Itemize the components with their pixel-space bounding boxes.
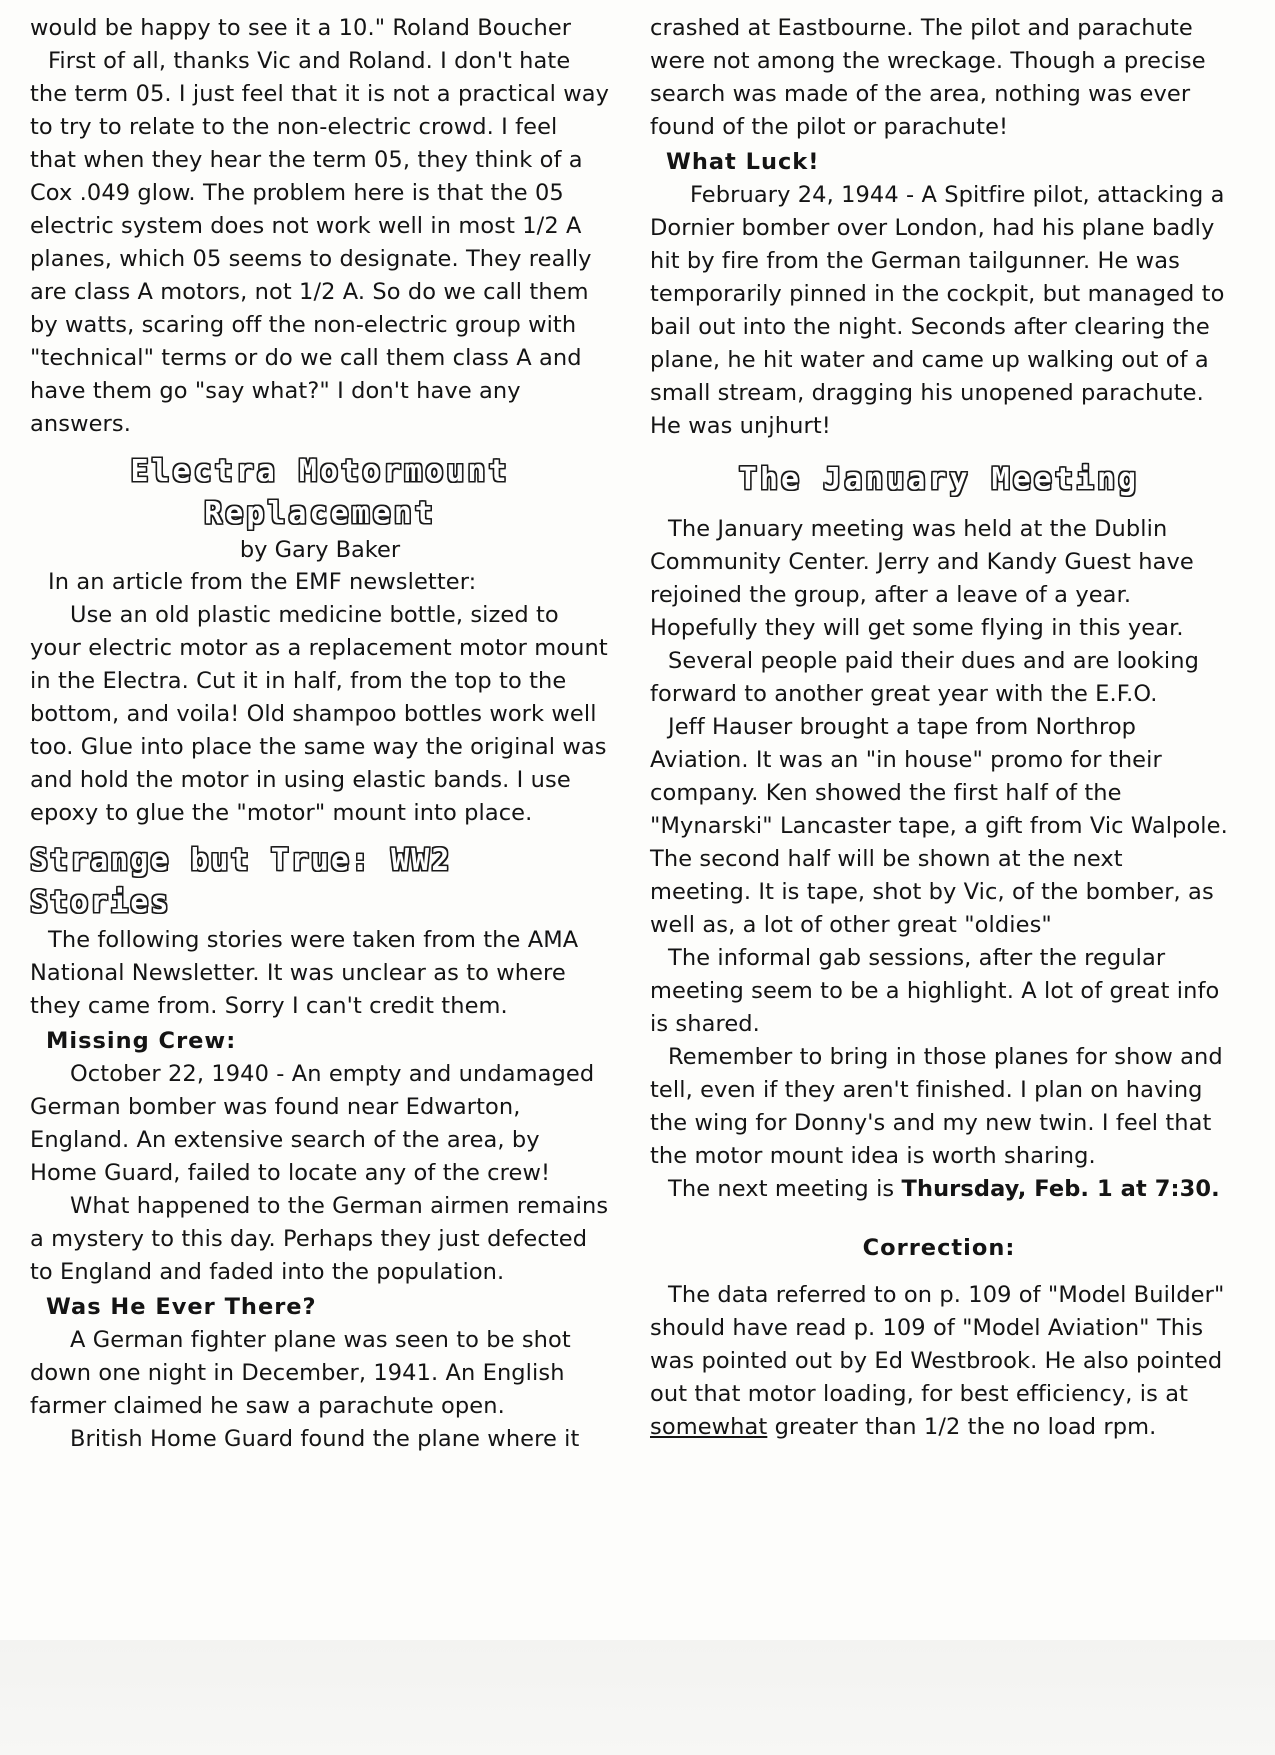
strange-intro: The following stories were taken from the AMA National Newsletter. It was unclear as to where they came from. Sorry I can't credit them. <box>30 927 579 1019</box>
correction-title: Correction: <box>862 1235 1016 1261</box>
correction-text-b: greater than 1/2 the no load rpm. <box>767 1414 1157 1440</box>
strange-heading: Strange but True: WW2 Stories <box>30 843 452 920</box>
next-meeting-prefix: The next meeting is <box>668 1176 902 1202</box>
what-luck-title: What Luck! <box>666 149 820 175</box>
missing-crew-paragraph-1: October 22, 1940 - An empty and undamaged German bomber was found near Edwarton, England. An extensive search of the area, by Home Guard, failed to locate any of the crew! <box>30 1061 595 1186</box>
electra-heading-line1: Electra Motormount <box>130 454 510 489</box>
missing-crew-paragraph-2: What happened to the German airmen remains a mystery to this day. Perhaps they just defected to England and faded into the population. <box>30 1193 609 1285</box>
next-meeting-paragraph <box>650 1173 1228 1206</box>
electra-heading-line2: Replacement <box>204 496 436 531</box>
right-column <box>650 12 1228 1444</box>
was-he-ever-there-paragraph-1: A German fighter plane was seen to be shot down one night in December, 1941. An English farmer claimed he saw a parachute open. <box>30 1327 571 1419</box>
electra-byline: by Gary Baker <box>239 537 401 563</box>
meeting-paragraph-2: Several people paid their dues and are looking forward to another great year with the E.F.O. <box>650 648 1199 707</box>
meeting-paragraph-3: Jeff Hauser brought a tape from Northrop Aviation. It was an "in house" promo for their company. Ken showed the first half of the "Mynarski" Lancaster tape, a gift from Vic Walpole. The second half will be shown at the next meeting. It is tape, shot by Vic, of the bomber, as well as, a lot of other great "oldies" <box>650 714 1228 938</box>
left-column <box>30 12 610 1456</box>
was-he-ever-there-continued: crashed at Eastbourne. The pilot and parachute were not among the wreckage. Though a precise search was made of the area, nothing was ever found of the pilot or parachute! <box>650 15 1206 140</box>
missing-crew-title: Missing Crew: <box>46 1028 237 1054</box>
next-meeting-date: Thursday, Feb. 1 at 7:30. <box>901 1176 1220 1202</box>
was-he-ever-there-title: Was He Ever There? <box>46 1294 317 1320</box>
january-meeting-heading: The January Meeting <box>738 462 1140 497</box>
electra-paragraph-2: Use an old plastic medicine bottle, sized to your electric motor as a replacement motor mount in the Electra. Cut it in half, from the top to the bottom, and voila! Old shampoo bottles work well too. Glue into place the same way the original was and hold the motor in using elastic bands. I use epoxy to glue the "motor" mount into place. <box>30 602 608 826</box>
meeting-paragraph-1: The January meeting was held at the Dublin Community Center. Jerry and Kandy Guest have rejoined the group, after a leave of a year. Hopefully they will get some flying in this year. <box>650 516 1194 641</box>
correction-paragraph <box>650 1279 1228 1444</box>
intro-quote-end: would be happy to see it a 10." Roland Boucher <box>30 15 572 41</box>
correction-text-a: The data referred to on p. 109 of "Model Builder" should have read p. 109 of "Model Aviation" This was pointed out by Ed Westbrook. He also pointed out that motor loading, for best efficiency, is at <box>650 1282 1225 1407</box>
intro-paragraph: First of all, thanks Vic and Roland. I don't hate the term 05. I just feel that it is not a practical way to try to relate to the non-electric crowd. I feel that when they hear the term 05, they think of a Cox .049 glow. The problem here is that the 05 electric system does not work well in most 1/2 A planes, which 05 seems to designate. They really are class A motors, not 1/2 A. So do we call them by watts, scaring off the non-electric group with "technical" terms or do we call them class A and have them go "say what?" I don't have any answers. <box>30 48 610 437</box>
was-he-ever-there-paragraph-2: British Home Guard found the plane where it <box>70 1426 580 1452</box>
what-luck-paragraph: February 24, 1944 - A Spitfire pilot, attacking a Dornier bomber over London, had his plane badly hit by fire from the German tailgunner. He was temporarily pinned in the cockpit, but managed to bail out into the night. Seconds after clearing the plane, he hit water and came up walking out of a small stream, dragging his unopened parachute. He was unjhurt! <box>650 182 1225 439</box>
correction-underlined-word: somewhat <box>650 1414 768 1440</box>
page-bottom-shadow <box>0 1640 1275 1755</box>
electra-paragraph-1: In an article from the EMF newsletter: <box>48 569 477 595</box>
meeting-paragraph-5: Remember to bring in those planes for show and tell, even if they aren't finished. I plan on having the wing for Donny's and my new twin. I feel that the motor mount idea is worth sharing. <box>650 1044 1223 1169</box>
meeting-paragraph-4: The informal gab sessions, after the regular meeting seem to be a highlight. A lot of great info is shared. <box>650 945 1220 1037</box>
